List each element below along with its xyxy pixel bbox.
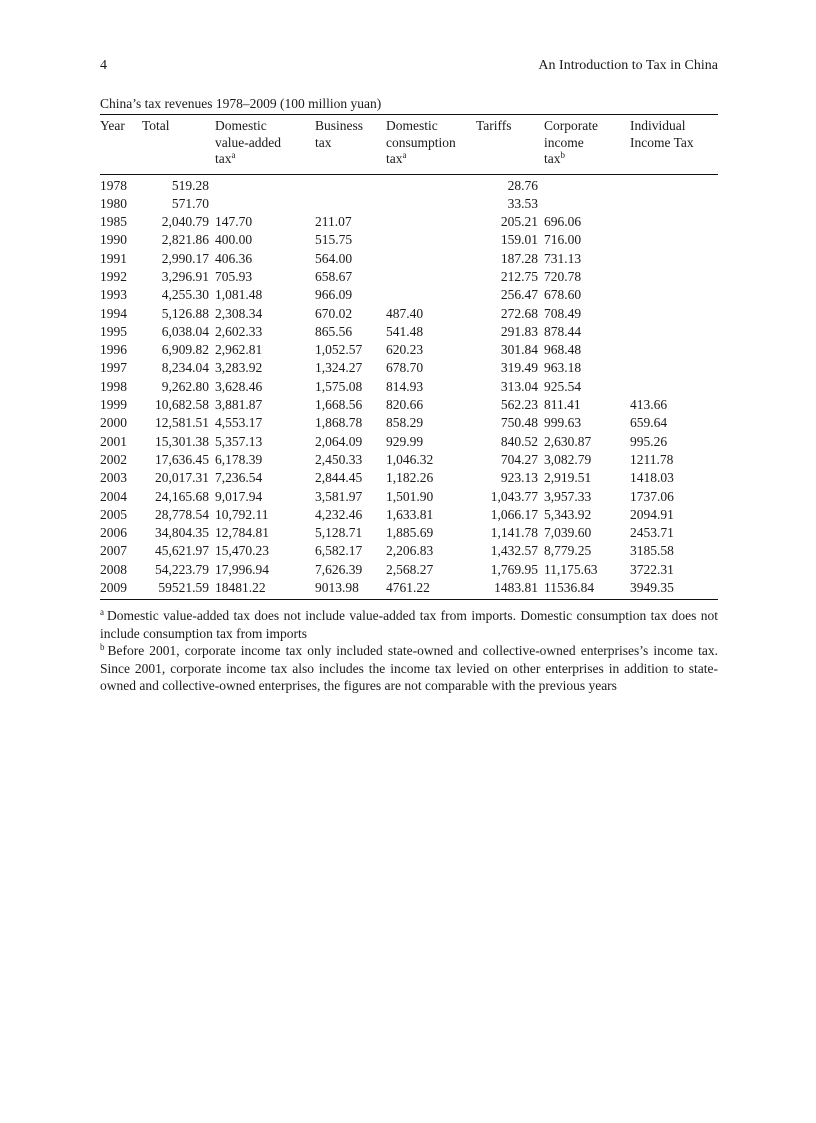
cell-domestic-consumption-tax: 1,046.32 [386, 451, 434, 467]
cell-individual-income-tax [630, 305, 718, 323]
cell-year: 1994 [100, 305, 127, 321]
cell-individual-income-tax [630, 286, 718, 304]
cell-domestic-consumption-tax: 1,633.81 [386, 506, 434, 522]
cell-year: 1995 [100, 323, 127, 339]
cell-individual-income-tax [630, 195, 718, 213]
table-bottom-rule [100, 599, 718, 600]
cell-business-tax: 5,128.71 [315, 525, 363, 541]
cell-business-tax: 1,052.57 [315, 342, 363, 358]
cell-domestic-vat: 18481.22 [215, 580, 266, 596]
column-header-line: tax [544, 151, 561, 166]
cell-individual-income-tax [630, 213, 718, 231]
cell-total: 2,040.79 [161, 214, 209, 230]
cell-domestic-vat: 7,236.54 [215, 470, 263, 486]
cell-individual-income-tax: 1211.78 [630, 451, 674, 467]
cell-tariffs: 840.52 [500, 433, 538, 449]
table-row [100, 286, 718, 304]
cell-total: 5,126.88 [161, 305, 209, 321]
cell-total: 28,778.54 [155, 506, 209, 522]
cell-corporate-income-tax: 696.06 [544, 214, 582, 230]
cell-business-tax: 1,324.27 [315, 360, 363, 376]
cell-domestic-consumption-tax: 2,568.27 [386, 561, 434, 577]
table-row [100, 488, 718, 506]
cell-domestic-consumption-tax: 858.29 [386, 415, 424, 431]
cell-corporate-income-tax: 5,343.92 [544, 506, 592, 522]
footnote-marker: a [402, 150, 407, 160]
cell-tariffs: 313.04 [500, 378, 538, 394]
table-row [100, 213, 718, 231]
cell-total: 20,017.31 [155, 470, 209, 486]
column-header-domestic-consumption-tax [386, 115, 476, 168]
cell-corporate-income-tax: 968.48 [544, 342, 582, 358]
table-row [100, 469, 718, 487]
cell-domestic-consumption-tax [386, 268, 476, 286]
cell-business-tax: 9013.98 [315, 580, 359, 596]
table-footnotes [100, 607, 718, 695]
table-row [100, 414, 718, 432]
table-row [100, 323, 718, 341]
cell-corporate-income-tax: 731.13 [544, 250, 582, 266]
cell-individual-income-tax: 2453.71 [630, 525, 674, 541]
footnote-a [100, 607, 718, 642]
cell-total: 6,909.82 [161, 342, 209, 358]
cell-year: 1996 [100, 342, 127, 358]
footnote-text: Before 2001, corporate income tax only included state-owned and collective-owned enterprises’s income tax. Since 2001, corporate income tax also includes the income tax levied on other enterprises in addition to state-owned and collective-owned enterprises, the figures are not comparable with the previous years [100, 643, 718, 693]
cell-tariffs: 301.84 [500, 342, 538, 358]
cell-year: 1985 [100, 214, 127, 230]
page-number: 4 [100, 58, 107, 73]
cell-year: 2001 [100, 433, 127, 449]
cell-domestic-vat: 705.93 [215, 268, 253, 284]
cell-domestic-vat: 406.36 [215, 250, 253, 266]
table-row [100, 305, 718, 323]
cell-tariffs: 1,769.95 [490, 561, 538, 577]
cell-total: 519.28 [171, 177, 209, 193]
cell-tariffs: 923.13 [500, 470, 538, 486]
cell-corporate-income-tax: 7,039.60 [544, 525, 592, 541]
cell-tariffs: 1,066.17 [490, 506, 538, 522]
table-row [100, 396, 718, 414]
cell-domestic-vat: 10,792.11 [215, 506, 269, 522]
cell-tariffs: 187.28 [500, 250, 538, 266]
cell-tariffs: 159.01 [500, 232, 538, 248]
column-header-business-tax [315, 115, 386, 168]
cell-year: 2005 [100, 506, 127, 522]
column-header-line: Total [142, 118, 170, 133]
cell-business-tax: 564.00 [315, 250, 353, 266]
cell-year: 2003 [100, 470, 127, 486]
cell-individual-income-tax [630, 177, 718, 195]
cell-domestic-vat: 5,357.13 [215, 433, 263, 449]
cell-year: 2000 [100, 415, 127, 431]
cell-domestic-vat: 3,881.87 [215, 397, 263, 413]
cell-domestic-vat: 400.00 [215, 232, 253, 248]
cell-domestic-vat: 2,602.33 [215, 323, 263, 339]
column-header-line: Tariffs [476, 118, 512, 133]
table-row [100, 378, 718, 396]
cell-domestic-vat [215, 195, 315, 213]
cell-domestic-consumption-tax: 820.66 [386, 397, 424, 413]
cell-domestic-consumption-tax: 929.99 [386, 433, 424, 449]
cell-business-tax: 3,581.97 [315, 488, 363, 504]
cell-business-tax [315, 195, 386, 213]
cell-domestic-vat: 12,784.81 [215, 525, 269, 541]
footnote-marker: a [100, 607, 104, 617]
column-header-line: Business [315, 118, 364, 133]
cell-business-tax: 211.07 [315, 214, 352, 230]
cell-individual-income-tax [630, 250, 718, 268]
cell-corporate-income-tax: 963.18 [544, 360, 582, 376]
cell-tariffs: 1,043.77 [490, 488, 538, 504]
cell-corporate-income-tax [544, 195, 630, 213]
cell-tariffs: 562.23 [500, 397, 538, 413]
column-header-line: Domestic [386, 118, 438, 133]
cell-total: 34,804.35 [155, 525, 209, 541]
cell-individual-income-tax: 3185.58 [630, 543, 674, 559]
cell-individual-income-tax [630, 323, 718, 341]
cell-tariffs: 272.68 [500, 305, 538, 321]
cell-domestic-consumption-tax [386, 213, 476, 231]
column-header-line: value-added [215, 134, 281, 150]
footnote-marker: a [231, 150, 236, 160]
cell-tariffs: 1,141.78 [490, 525, 538, 541]
table-row [100, 195, 718, 213]
cell-total: 45,621.97 [155, 543, 209, 559]
table-row [100, 341, 718, 359]
cell-total: 4,255.30 [161, 287, 209, 303]
table-row [100, 177, 718, 195]
cell-tariffs: 1483.81 [494, 580, 538, 596]
column-header-line: Year [100, 118, 125, 133]
table-row [100, 561, 718, 579]
cell-domestic-vat: 9,017.94 [215, 488, 263, 504]
cell-business-tax: 2,064.09 [315, 433, 363, 449]
cell-total: 10,682.58 [155, 397, 209, 413]
cell-corporate-income-tax: 2,919.51 [544, 470, 592, 486]
cell-domestic-consumption-tax [386, 177, 476, 195]
cell-individual-income-tax [630, 378, 718, 396]
table-row [100, 451, 718, 469]
cell-domestic-vat: 1,081.48 [215, 287, 263, 303]
cell-domestic-vat: 2,308.34 [215, 305, 263, 321]
column-header-individual-income-tax [630, 115, 718, 168]
cell-year: 1998 [100, 378, 127, 394]
cell-domestic-vat: 17,996.94 [215, 561, 269, 577]
cell-domestic-consumption-tax: 2,206.83 [386, 543, 434, 559]
cell-year: 1993 [100, 287, 127, 303]
cell-corporate-income-tax: 11536.84 [544, 580, 595, 596]
column-header-line: tax [315, 134, 332, 150]
cell-domestic-consumption-tax [386, 250, 476, 268]
cell-domestic-consumption-tax: 1,501.90 [386, 488, 434, 504]
cell-business-tax: 2,450.33 [315, 451, 363, 467]
cell-individual-income-tax: 2094.91 [630, 506, 674, 522]
cell-individual-income-tax: 3722.31 [630, 561, 674, 577]
cell-domestic-consumption-tax: 678.70 [386, 360, 424, 376]
cell-business-tax [315, 177, 386, 195]
column-header-tariffs [476, 115, 544, 168]
cell-business-tax: 1,668.56 [315, 397, 363, 413]
cell-tariffs: 750.48 [500, 415, 538, 431]
cell-corporate-income-tax: 708.49 [544, 305, 582, 321]
cell-domestic-vat: 3,283.92 [215, 360, 263, 376]
cell-total: 15,301.38 [155, 433, 209, 449]
cell-corporate-income-tax: 3,082.79 [544, 451, 592, 467]
table-row [100, 231, 718, 249]
table-row [100, 579, 718, 597]
cell-tariffs: 704.27 [500, 451, 538, 467]
column-header-line: tax [215, 151, 232, 166]
cell-corporate-income-tax: 11,175.63 [544, 561, 598, 577]
cell-business-tax: 515.75 [315, 232, 353, 248]
cell-business-tax: 865.56 [315, 323, 353, 339]
table-row [100, 524, 718, 542]
cell-year: 2007 [100, 543, 127, 559]
cell-year: 2009 [100, 580, 127, 596]
cell-year: 1992 [100, 268, 127, 284]
cell-business-tax: 966.09 [315, 287, 353, 303]
column-header-line: Domestic [215, 118, 267, 133]
cell-total: 571.70 [171, 195, 209, 211]
cell-corporate-income-tax [544, 177, 630, 195]
table-row [100, 359, 718, 377]
cell-corporate-income-tax: 811.41 [544, 397, 581, 413]
cell-domestic-consumption-tax [386, 231, 476, 249]
cell-domestic-consumption-tax: 620.23 [386, 342, 424, 358]
cell-domestic-consumption-tax: 1,885.69 [386, 525, 434, 541]
cell-business-tax: 670.02 [315, 305, 353, 321]
column-header-line: Income Tax [630, 134, 694, 150]
table-body [100, 177, 718, 598]
cell-individual-income-tax: 1737.06 [630, 488, 674, 504]
cell-total: 2,990.17 [161, 250, 209, 266]
cell-total: 12,581.51 [155, 415, 209, 431]
cell-corporate-income-tax: 678.60 [544, 287, 582, 303]
cell-year: 2006 [100, 525, 127, 541]
cell-domestic-consumption-tax: 1,182.26 [386, 470, 434, 486]
table-header-row [100, 115, 718, 168]
cell-domestic-consumption-tax: 487.40 [386, 305, 424, 321]
cell-year: 1980 [100, 195, 127, 211]
cell-individual-income-tax: 1418.03 [630, 470, 674, 486]
column-header-line: tax [386, 151, 403, 166]
cell-corporate-income-tax: 716.00 [544, 232, 582, 248]
cell-domestic-consumption-tax: 814.93 [386, 378, 424, 394]
cell-domestic-vat: 4,553.17 [215, 415, 263, 431]
cell-individual-income-tax [630, 231, 718, 249]
table-header-rule [100, 174, 718, 175]
cell-year: 1999 [100, 397, 127, 413]
cell-year: 1978 [100, 177, 127, 193]
cell-domestic-vat: 2,962.81 [215, 342, 263, 358]
column-header-total [142, 115, 215, 168]
cell-domestic-consumption-tax: 4761.22 [386, 580, 430, 596]
cell-total: 24,165.68 [155, 488, 209, 504]
cell-total: 9,262.80 [161, 378, 209, 394]
column-header-domestic-vat [215, 115, 315, 168]
table-row [100, 433, 718, 451]
cell-tariffs: 205.21 [500, 214, 538, 230]
cell-corporate-income-tax: 878.44 [544, 323, 582, 339]
cell-corporate-income-tax: 925.54 [544, 378, 582, 394]
cell-business-tax: 2,844.45 [315, 470, 363, 486]
cell-tariffs: 212.75 [500, 268, 538, 284]
cell-tariffs: 28.76 [507, 177, 538, 193]
cell-tariffs: 256.47 [500, 287, 538, 303]
cell-total: 8,234.04 [161, 360, 209, 376]
column-header-line: income [544, 134, 584, 150]
cell-corporate-income-tax: 8,779.25 [544, 543, 592, 559]
cell-domestic-vat: 147.70 [215, 214, 253, 230]
table-caption: China’s tax revenues 1978–2009 (100 million yuan) [100, 96, 382, 111]
cell-individual-income-tax [630, 268, 718, 286]
cell-domestic-vat: 15,470.23 [215, 543, 269, 559]
cell-year: 2008 [100, 561, 127, 577]
footnote-marker: b [100, 642, 105, 652]
cell-business-tax: 1,575.08 [315, 378, 363, 394]
column-header-year [100, 115, 142, 168]
cell-business-tax: 658.67 [315, 268, 353, 284]
cell-domestic-consumption-tax: 541.48 [386, 323, 424, 339]
cell-total: 2,821.86 [161, 232, 209, 248]
cell-corporate-income-tax: 720.78 [544, 268, 582, 284]
cell-domestic-vat [215, 177, 315, 195]
cell-domestic-vat: 6,178.39 [215, 451, 263, 467]
tax-revenue-table [100, 114, 718, 600]
cell-individual-income-tax [630, 341, 718, 359]
table-row [100, 268, 718, 286]
cell-year: 1997 [100, 360, 127, 376]
table-row [100, 506, 718, 524]
footnote-b [100, 642, 718, 695]
column-header-line: consumption [386, 134, 456, 150]
table-row [100, 542, 718, 560]
cell-individual-income-tax: 3949.35 [630, 580, 674, 596]
cell-business-tax: 4,232.46 [315, 506, 363, 522]
cell-individual-income-tax [630, 359, 718, 377]
cell-individual-income-tax: 995.26 [630, 433, 668, 449]
cell-domestic-consumption-tax [386, 195, 476, 213]
cell-tariffs: 291.83 [500, 323, 538, 339]
running-header [100, 58, 718, 74]
cell-business-tax: 6,582.17 [315, 543, 363, 559]
cell-corporate-income-tax: 2,630.87 [544, 433, 592, 449]
cell-tariffs: 33.53 [507, 195, 538, 211]
cell-year: 1990 [100, 232, 127, 248]
cell-tariffs: 1,432.57 [490, 543, 538, 559]
cell-individual-income-tax: 413.66 [630, 397, 668, 413]
column-header-line: Individual [630, 118, 686, 133]
cell-corporate-income-tax: 999.63 [544, 415, 582, 431]
cell-total: 6,038.04 [161, 323, 209, 339]
cell-corporate-income-tax: 3,957.33 [544, 488, 592, 504]
cell-tariffs: 319.49 [500, 360, 538, 376]
cell-individual-income-tax: 659.64 [630, 415, 668, 431]
footnote-text: Domestic value-added tax does not include value-added tax from imports. Domestic consumption tax does not include consumption tax from imports [100, 608, 718, 641]
cell-total: 59521.59 [158, 580, 209, 596]
cell-business-tax: 7,626.39 [315, 561, 363, 577]
cell-business-tax: 1,868.78 [315, 415, 363, 431]
footnote-marker: b [560, 150, 565, 160]
cell-total: 54,223.79 [155, 561, 209, 577]
cell-domestic-vat: 3,628.46 [215, 378, 263, 394]
cell-total: 17,636.45 [155, 451, 209, 467]
table-row [100, 250, 718, 268]
cell-domestic-consumption-tax [386, 286, 476, 304]
cell-total: 3,296.91 [161, 268, 209, 284]
cell-year: 1991 [100, 250, 127, 266]
column-header-corporate-income-tax [544, 115, 630, 168]
column-header-line: Corporate [544, 118, 598, 133]
running-title: An Introduction to Tax in China [538, 58, 718, 73]
cell-year: 2002 [100, 451, 127, 467]
cell-year: 2004 [100, 488, 127, 504]
